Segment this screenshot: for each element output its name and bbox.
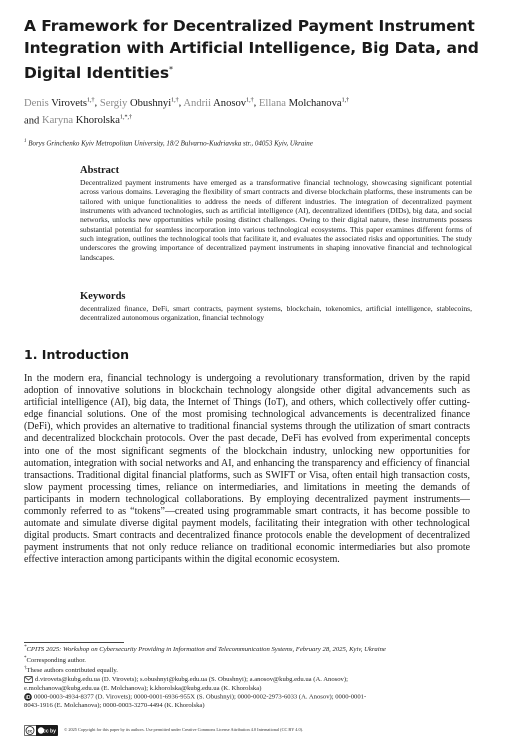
orcid-links-line-2[interactable]: 8043-1916 (E. Molchanova); 0000-0003-3270-4494 (K. Khorolska) (24, 702, 205, 710)
section-heading-introduction: 1. Introduction (24, 347, 130, 362)
abstract-text: Decentralized payment instruments have emerged as a transformative financial technology, showcasing significant potential across various domains. Leveraging the flexibility of smart contracts and diverse blockchain platforms, these instruments can be tailored with unique functionalities to address the needs of different industries. The integration of decentralized payment instruments with advanced technologies, such as artificial intelligence (AI), decentralized identifiers (DIDs), big data, and social networks, unlocks new opportunities while posing distinct challenges. Owing to their digital nature, these instruments possess substantial potential for seamless incorporation into various technological ecosystems. This paper examines different forms of such integration, outlines the technological tools that facilitate it, and evaluates the associated risks and opportunities. The study underscores the growing importance of decentralized payment instruments in shaping innovative financial and technological landscapes. (80, 178, 472, 262)
footnote-emails-cont (24, 685, 470, 694)
keywords-text: decentralized finance, DeFi, smart contracts, payment systems, blockchain, tokenomics, artificial intelligence, stablecoins, decentralized autonomous organization, financial technology (80, 304, 472, 323)
author-3: Andrii Anosov$^{1,\dagger}$ (183, 97, 254, 109)
svg-text:iD: iD (25, 695, 31, 702)
footnotes (24, 644, 470, 711)
paper-title-text: A Framework for Decentralized Payment Instrument Integration with Artificial Intelligence, Big Data, and Digital Identities (24, 17, 479, 83)
author-2: Sergiy Obushnyi$^{1,\dagger}$ (99, 97, 179, 109)
footnote-orcids (24, 693, 470, 702)
paper-title (24, 16, 494, 85)
author-emails-line-1[interactable]: d.virovets@kubg.edu.ua (D. Virovets); s.obushnyi@kubg.edu.ua (S. Obushnyi); a.anosov@kubg.edu.ua (A. Anosov); (35, 676, 348, 684)
footnote-corresponding: *Corresponding author. (24, 655, 86, 664)
authors-conjunction: and (24, 115, 40, 127)
cc-badge-text: cc by (43, 728, 56, 735)
license-text: © 2025 Copyright for this paper by its authors. Use permitted under Creative Commons License Attribution 4.0 International (CC BY 4.0). (64, 727, 304, 732)
orcid-icon (24, 693, 32, 701)
svg-text:cc: cc (27, 728, 33, 734)
email-icon (24, 676, 33, 683)
orcid-links-line-1[interactable]: 0000-0003-4934-8377 (D. Virovets); 0000-0001-6936-955X (S. Obushnyi); 0000-0002-2973-6033 (A. Anosov); 0000-0001- (34, 693, 367, 701)
footnote-emails (24, 676, 470, 685)
footnote-divider (24, 642, 124, 643)
author-1: Denis Virovets$^{1,\dagger}$ (24, 97, 95, 109)
footnote-equal-contribution: †These authors contributed equally. (24, 666, 118, 675)
license-row (24, 725, 494, 739)
author-list: Denis Virovets$^{1,\dagger}$, Sergiy Obushnyi$^{1,\dagger}$, Andrii Anosov$^{1,\dagger}$, Ellana Molchanova$^{1,\dagger}$ and Karyna Khorolska$^{1,*,\dagger}$ (24, 97, 350, 127)
cc-by-license-badge (24, 725, 58, 736)
abstract-heading: Abstract (80, 165, 120, 176)
author-emails-line-2[interactable]: e.molchanova@kubg.edu.ua (E. Molchanova); k.khorolska@kubg.edu.ua (K. Khorolska) (24, 684, 262, 692)
author-5: Karyna Khorolska$^{1,*,\dagger}$ (41, 114, 132, 127)
keywords-heading: Keywords (80, 291, 126, 302)
footnote-orcids-cont (24, 702, 470, 711)
author-4: Ellana Molchanova$^{1,\dagger}$ (258, 97, 350, 109)
introduction-paragraph: In the modern era, financial technology is undergoing a revolutionary transformation, driven by the rapid adoption of innovative solutions in blockchain technology alongside other digital advancements such as artificial intelligence (AI), big data, the Internet of Things (IoT), and others, which collectively offer cutting-edge financial solutions. One of the most promising technological advancements is decentralized finance (DeFi), which provides an alternative to traditional financial systems through the utilization of smart contracts and decentralized blockchain protocols. Over the past decade, DeFi has evolved from experimental concepts into one of the most significant segments of the blockchain industry, unlocking new opportunities for automation, integration with social networks and AI, and enhancing the transparency and efficiency of financial transactions. Traditional digital financial platforms, such as SWIFT or Visa, often entail high transaction costs, slow payment processing times, reliance on intermediaries, and limitations in meeting the demands of participants in modern technological collaborations. By employing decentralized payment instruments—commonly referred to as “tokens”—created using programmable smart contracts, it has become possible to automate and simulate diverse digital payment models, facilitating their integration with other technological digital products. Smart contracts and decentralized finance protocols enable the development of decentralized payment instruments that not only reduce reliance on traditional economic intermediaries but also promote effective interaction among participants within the digital economic ecosystem. (24, 373, 470, 566)
title-footnote-mark: * (168, 65, 173, 74)
affiliation: $^1$ Borys Grinchenko Kyiv Metropolitan University, 18/2 Bulvarno-Kudriavska str., 04053 Kyiv, Ukraine (24, 139, 313, 148)
footnote-conference: *CPITS 2025: Workshop on Cybersecurity Providing in Information and Telecommunication Systems, February 28, 2025, Kyiv, Ukraine (24, 645, 386, 654)
